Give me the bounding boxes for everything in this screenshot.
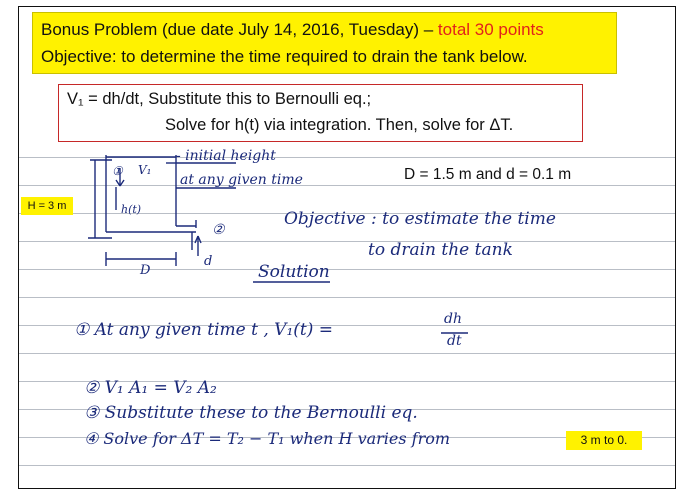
range-highlight: 3 m to 0.: [566, 431, 642, 450]
section-2-marker: ②: [212, 222, 225, 238]
objective-note-line-2: to drain the tank: [368, 240, 513, 260]
hint-line-1: V₁ = dh/dt, Substitute this to Bernoulli eq.;: [67, 90, 372, 108]
total-points: total 30 points: [437, 20, 544, 39]
step-4-text: ④ Solve for ΔT = T₂ − T₁ when H varies from: [84, 429, 451, 448]
step-1-text: ① At any given time t , V₁(t) =: [74, 320, 334, 340]
height-H-badge: H = 3 m: [21, 197, 73, 215]
initial-height-note: - initial height: [176, 148, 276, 164]
step-1-numerator: dh: [444, 311, 462, 327]
outlet-diameter-label: d: [204, 254, 213, 269]
objective-note-line-1: Objective : to estimate the time: [284, 209, 556, 229]
step-1-denominator: dt: [447, 333, 462, 349]
step-3-text: ③ Substitute these to the Bernoulli eq.: [84, 403, 418, 423]
diameter-values: D = 1.5 m and d = 0.1 m: [404, 166, 572, 183]
header-objective: Objective: to determine the time required to drain the tank below.: [41, 47, 528, 66]
height-label: h(t): [121, 203, 142, 216]
section-1-marker: ①: [112, 164, 123, 178]
solution-heading: Solution: [258, 262, 330, 282]
velocity-label: V₁: [138, 163, 152, 177]
step-2-text: ② V₁ A₁ = V₂ A₂: [84, 378, 217, 398]
tank-diameter-label: D: [140, 263, 151, 278]
hint-line-2: Solve for h(t) via integration. Then, solve for ΔT.: [165, 116, 514, 134]
header-title: Bonus Problem (due date July 14, 2016, Tuesday) –: [41, 20, 438, 39]
given-time-note: at any given time: [180, 172, 303, 188]
